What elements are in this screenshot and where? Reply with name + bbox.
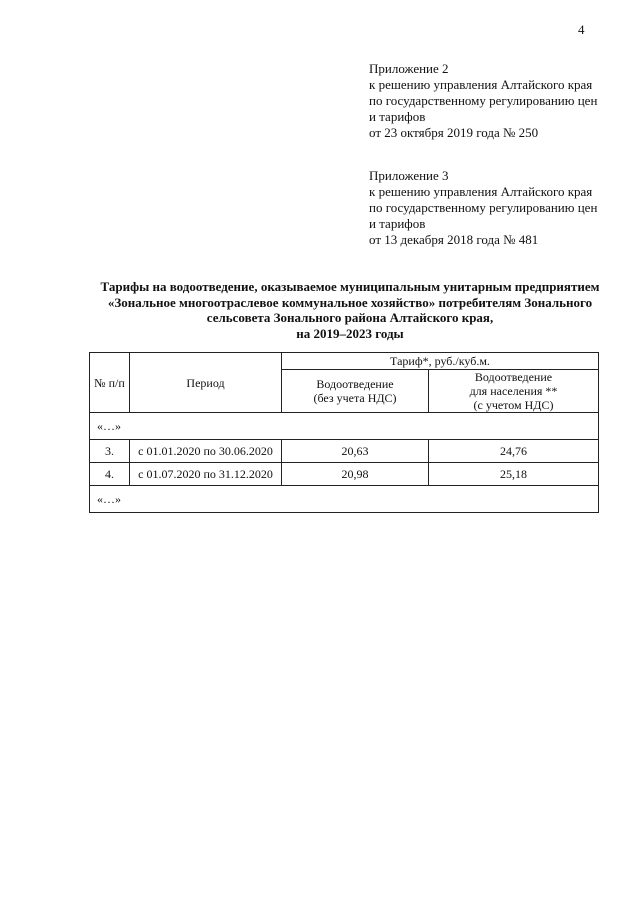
header-num: № п/п (90, 353, 130, 413)
cell-period: с 01.07.2020 по 31.12.2020 (130, 463, 282, 486)
header-col-a-line: Водоотведение (316, 377, 394, 391)
cell-tariff-b: 25,18 (429, 463, 599, 486)
tariff-table (89, 352, 599, 513)
appendix-2-line: от 23 октября 2019 года № 250 (369, 125, 539, 140)
header-period: Период (130, 353, 282, 413)
cell-tariff-b: 24,76 (429, 440, 599, 463)
appendix-2-line: Приложение 2 (369, 61, 449, 76)
cell-tariff-a: 20,63 (282, 440, 429, 463)
table-row (90, 463, 599, 486)
header-col-b (429, 370, 599, 413)
title-line: сельсовета Зонального района Алтайского края, (206, 310, 494, 325)
document-title (60, 279, 639, 341)
title-line: Тарифы на водоотведение, оказываемое муниципальным унитарным предприятием (100, 279, 600, 294)
title-line: на 2019–2023 годы (296, 325, 404, 341)
table-row (90, 413, 599, 440)
appendix-3-block (369, 168, 629, 248)
appendix-3-line: к решению управления Алтайского края (369, 184, 593, 199)
appendix-3-line: от 13 декабря 2018 года № 481 (369, 232, 539, 247)
appendix-3-line: Приложение 3 (369, 168, 449, 183)
header-col-b-line: для населения ** (469, 384, 558, 398)
cell-tariff-a: 20,98 (282, 463, 429, 486)
appendix-2-block (369, 61, 629, 141)
appendix-3-line: по государственному регулированию цен (369, 200, 598, 215)
table-row (90, 440, 599, 463)
cell-num: 4. (90, 463, 130, 486)
cell-num: 3. (90, 440, 130, 463)
appendix-3-line: и тарифов (369, 216, 426, 231)
header-col-a-line: (без учета НДС) (313, 391, 397, 405)
cell-period: с 01.01.2020 по 30.06.2020 (130, 440, 282, 463)
table-row (90, 486, 599, 513)
ellipsis-cell: «…» (90, 486, 599, 513)
header-col-b-line: Водоотведение (474, 370, 553, 384)
title-line: «Зональное многоотраслевое коммунальное хозяйство» потребителям Зонального (107, 294, 593, 310)
appendix-2-line: к решению управления Алтайского края (369, 77, 593, 92)
appendix-2-line: по государственному регулированию цен (369, 93, 598, 108)
header-col-a (282, 370, 429, 413)
table-header-row (90, 353, 599, 370)
page-number: 4 (578, 22, 585, 37)
header-tariff-group: Тариф*, руб./куб.м. (282, 353, 599, 370)
ellipsis-cell: «…» (90, 413, 599, 440)
appendix-2-line: и тарифов (369, 109, 426, 124)
header-col-b-line: (с учетом НДС) (473, 398, 554, 412)
